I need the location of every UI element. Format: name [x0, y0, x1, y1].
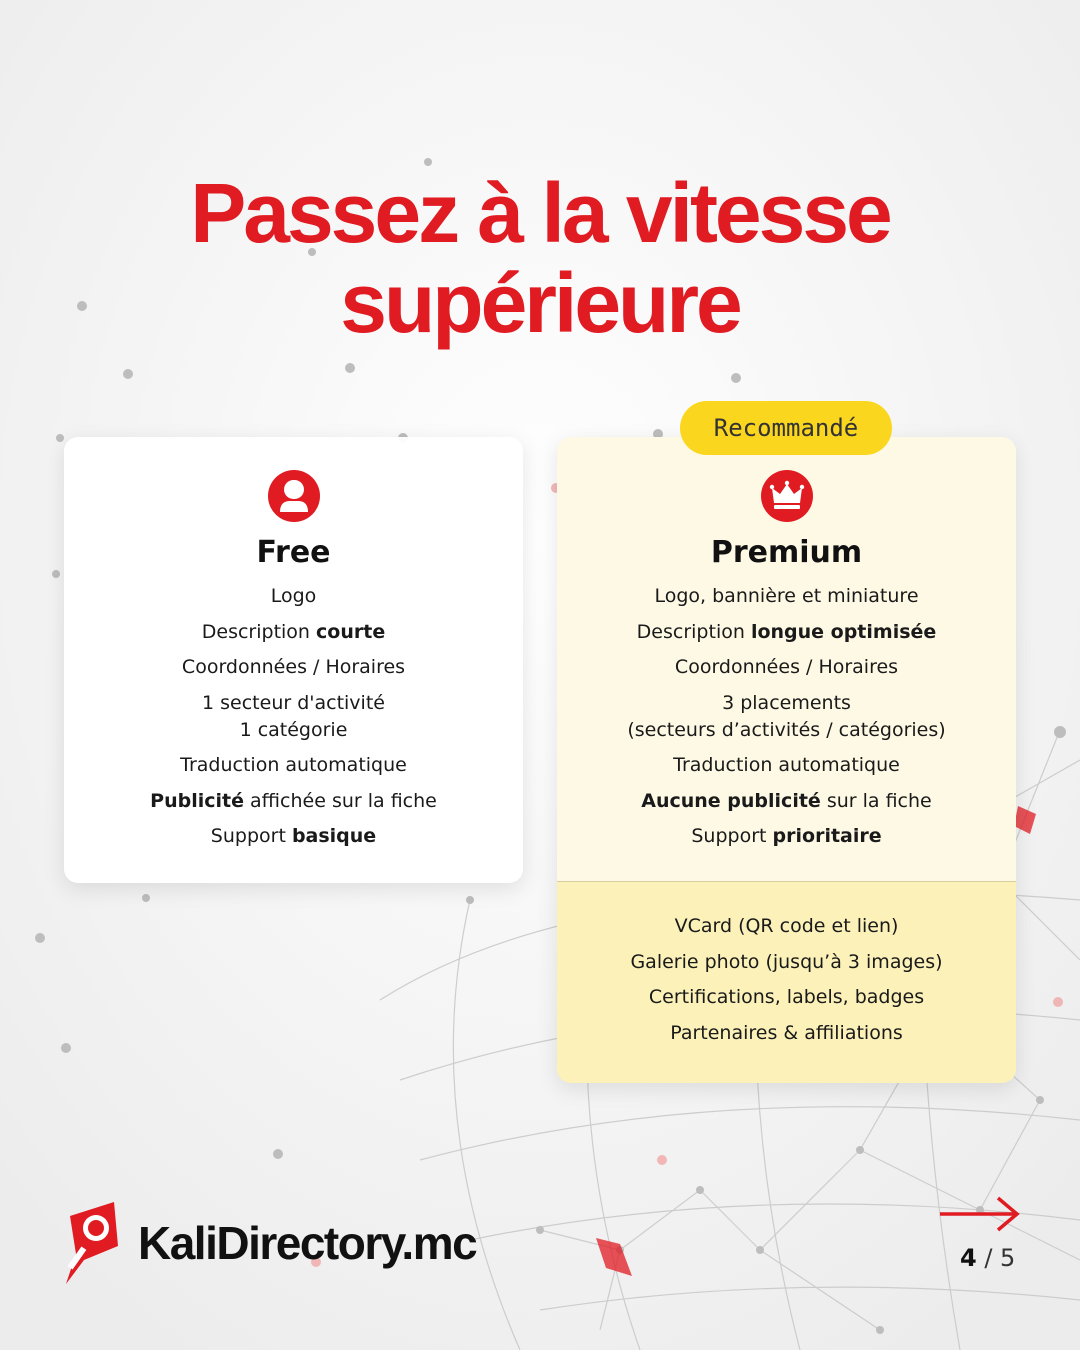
- feature-list-premium: [557, 583, 1016, 859]
- feature-item: Description courte: [201, 620, 386, 643]
- feature-item: Support prioritaire: [691, 825, 882, 847]
- premium-extras-list: [557, 913, 1016, 1055]
- feature-item: 3 placements (secteurs d’activités / catégories): [627, 691, 946, 741]
- page-current: 4: [960, 1244, 977, 1272]
- page-separator: /: [976, 1244, 1001, 1272]
- plan-name-premium: Premium: [710, 535, 863, 570]
- feature-list-free: [64, 583, 523, 859]
- feature-item: Support basique: [210, 825, 377, 847]
- user-icon: [268, 470, 320, 522]
- magnifier-logo-icon: [62, 1198, 122, 1288]
- extra-item: Certifications, labels, badges: [648, 986, 925, 1008]
- page-title: [0, 168, 1080, 348]
- feature-item: Description longue optimisée: [636, 620, 937, 643]
- recommended-badge: Recommandé: [680, 401, 892, 455]
- feature-item: Logo: [270, 585, 317, 607]
- page-total: 5: [1000, 1244, 1016, 1272]
- title-line-2: supérieure: [340, 256, 740, 350]
- extra-item: VCard (QR code et lien): [674, 915, 899, 937]
- page-indicator: [960, 1244, 1020, 1272]
- brand-logo: [62, 1198, 522, 1288]
- feature-item: Coordonnées / Horaires: [674, 656, 899, 678]
- feature-item: Logo, bannière et miniature: [654, 585, 919, 607]
- title-line-1: Passez à la vitesse: [190, 166, 890, 260]
- next-arrow-icon[interactable]: [938, 1194, 1022, 1234]
- plan-card-premium: [557, 437, 1016, 1083]
- plan-card-free: [64, 437, 523, 883]
- crown-icon: [761, 470, 813, 522]
- feature-item: Traduction automatique: [673, 754, 900, 776]
- feature-item: 1 secteur d'activité 1 catégorie: [202, 691, 385, 741]
- feature-item: Aucune publicité sur la fiche: [641, 789, 932, 812]
- feature-item: Traduction automatique: [180, 754, 407, 776]
- feature-item: Coordonnées / Horaires: [181, 656, 406, 678]
- extra-item: Galerie photo (jusqu’à 3 images): [630, 950, 943, 973]
- brand-name: KaliDirectory.mc: [138, 1217, 477, 1269]
- plan-name-free: Free: [256, 535, 331, 570]
- extra-item: Partenaires & affiliations: [670, 1021, 903, 1044]
- feature-item: Publicité affichée sur la fiche: [150, 789, 437, 812]
